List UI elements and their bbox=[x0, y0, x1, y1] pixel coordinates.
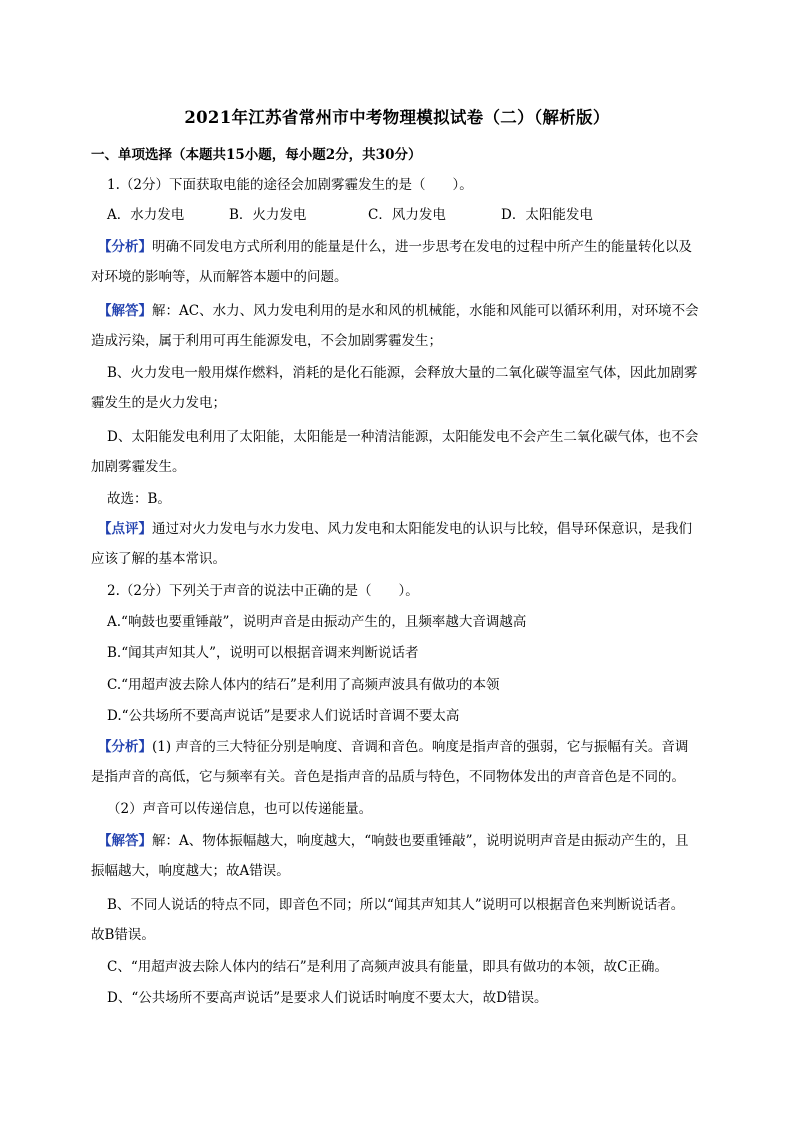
q1-option-b: B．火力发电 bbox=[229, 207, 307, 223]
q1-final-choice: 故选：B。 bbox=[107, 491, 171, 507]
q2-option-a: A.“响鼓也要重锤敲”，说明声音是由振动产生的，且频率越大音调越高 bbox=[107, 614, 527, 630]
analysis-text: (1) 声音的三大特征分别是响度、音调和音色。响度是指声音的强弱，它与振幅有关。音调 bbox=[152, 739, 689, 755]
answer-tag: 【解答】 bbox=[98, 833, 152, 849]
q2-option-c: C.“用超声波去除人体内的结石”是利用了高频声波具有做功的本领 bbox=[107, 677, 500, 693]
q2-analysis-line-1 bbox=[98, 738, 688, 756]
q2-answer-line-1 bbox=[98, 832, 689, 850]
analysis-text: 明确不同发电方式所利用的能量是什么，进一步思考在发电的过程中所产生的能量转化以及 bbox=[152, 239, 692, 255]
analysis-tag: 【分析】 bbox=[98, 739, 152, 755]
q1-comment-line-1 bbox=[98, 520, 692, 538]
q2-option-d: D.“公共场所不要高声说话”是要求人们说话时音调不要太高 bbox=[107, 708, 460, 724]
question-1-stem: 1.（2分）下面获取电能的途径会加剧雾霾发生的是（ ）。 bbox=[107, 177, 473, 193]
page-title: 2021年江苏省常州市中考物理模拟试卷（二）（解析版） bbox=[184, 108, 610, 127]
q1-d-line-1: D、太阳能发电利用了太阳能，太阳能是一种清洁能源，太阳能发电不会产生二氧化碳气体，也不会 bbox=[107, 429, 699, 445]
q2-answer-line-2: 振幅越大，响度越大；故A错误。 bbox=[91, 863, 290, 879]
q1-answer-line-2: 造成污染，属于利用可再生能源发电，不会加剧雾霾发生； bbox=[91, 333, 442, 349]
q2-analysis-line-2: 是指声音的高低，它与频率有关。音色是指声音的品质与特色，不同物体发出的声音音色是不同的。 bbox=[91, 769, 685, 785]
analysis-tag: 【分析】 bbox=[98, 239, 152, 255]
q1-answer-line-1 bbox=[98, 302, 699, 320]
q1-b-line-2: 霾发生的是火力发电； bbox=[91, 395, 226, 411]
comment-tag: 【点评】 bbox=[98, 521, 152, 537]
section-heading: 一、单项选择（本题共15小题，每小题2分，共30分） bbox=[91, 147, 422, 163]
comment-text: 通过对火力发电与水力发电、风力发电和太阳能发电的认识与比较，倡导环保意识，是我们 bbox=[152, 521, 692, 537]
q1-analysis-line-2: 对环境的影响等，从而解答本题中的问题。 bbox=[91, 269, 348, 285]
q2-option-b: B.“闻其声知其人”，说明可以根据音调来判断说话者 bbox=[107, 645, 419, 661]
q1-analysis-line-1 bbox=[98, 238, 692, 256]
q2-b-line-2: 故B错误。 bbox=[91, 927, 155, 943]
q1-comment-line-2: 应该了解的基本常识。 bbox=[91, 551, 226, 567]
q2-b-line-1: B、不同人说话的特点不同，即音色不同；所以“闻其声知其人”说明可以根据音色来判断说话者。 bbox=[107, 897, 685, 913]
q1-option-d: D．太阳能发电 bbox=[501, 207, 593, 223]
q1-option-a: A．水力发电 bbox=[107, 207, 185, 223]
answer-text: 解：A、物体振幅越大，响度越大，“响鼓也要重锤敲”，说明说明声音是由振动产生的，且 bbox=[152, 833, 689, 849]
q2-c-line-1: C、“用超声波去除人体内的结石”是利用了高频声波具有能量，即具有做功的本领，故C正确。 bbox=[107, 959, 668, 975]
q1-option-c: C．风力发电 bbox=[368, 207, 446, 223]
q1-d-line-2: 加剧雾霾发生。 bbox=[91, 459, 186, 475]
q2-analysis-line-3: （2）声音可以传递信息，也可以传递能量。 bbox=[107, 801, 373, 817]
answer-tag: 【解答】 bbox=[98, 303, 152, 319]
question-2-stem: 2.（2分）下列关于声音的说法中正确的是（ ）。 bbox=[107, 583, 419, 599]
answer-text: 解：AC、水力、风力发电利用的是水和风的机械能，水能和风能可以循环利用，对环境不会 bbox=[152, 303, 699, 319]
q2-d-line-1: D、“公共场所不要高声说话”是要求人们说话时响度不要太大，故D错误。 bbox=[107, 990, 548, 1006]
q1-b-line-1: B、火力发电一般用煤作燃料，消耗的是化石能源，会释放大量的二氧化碳等温室气体，因此加剧雾 bbox=[107, 365, 698, 381]
